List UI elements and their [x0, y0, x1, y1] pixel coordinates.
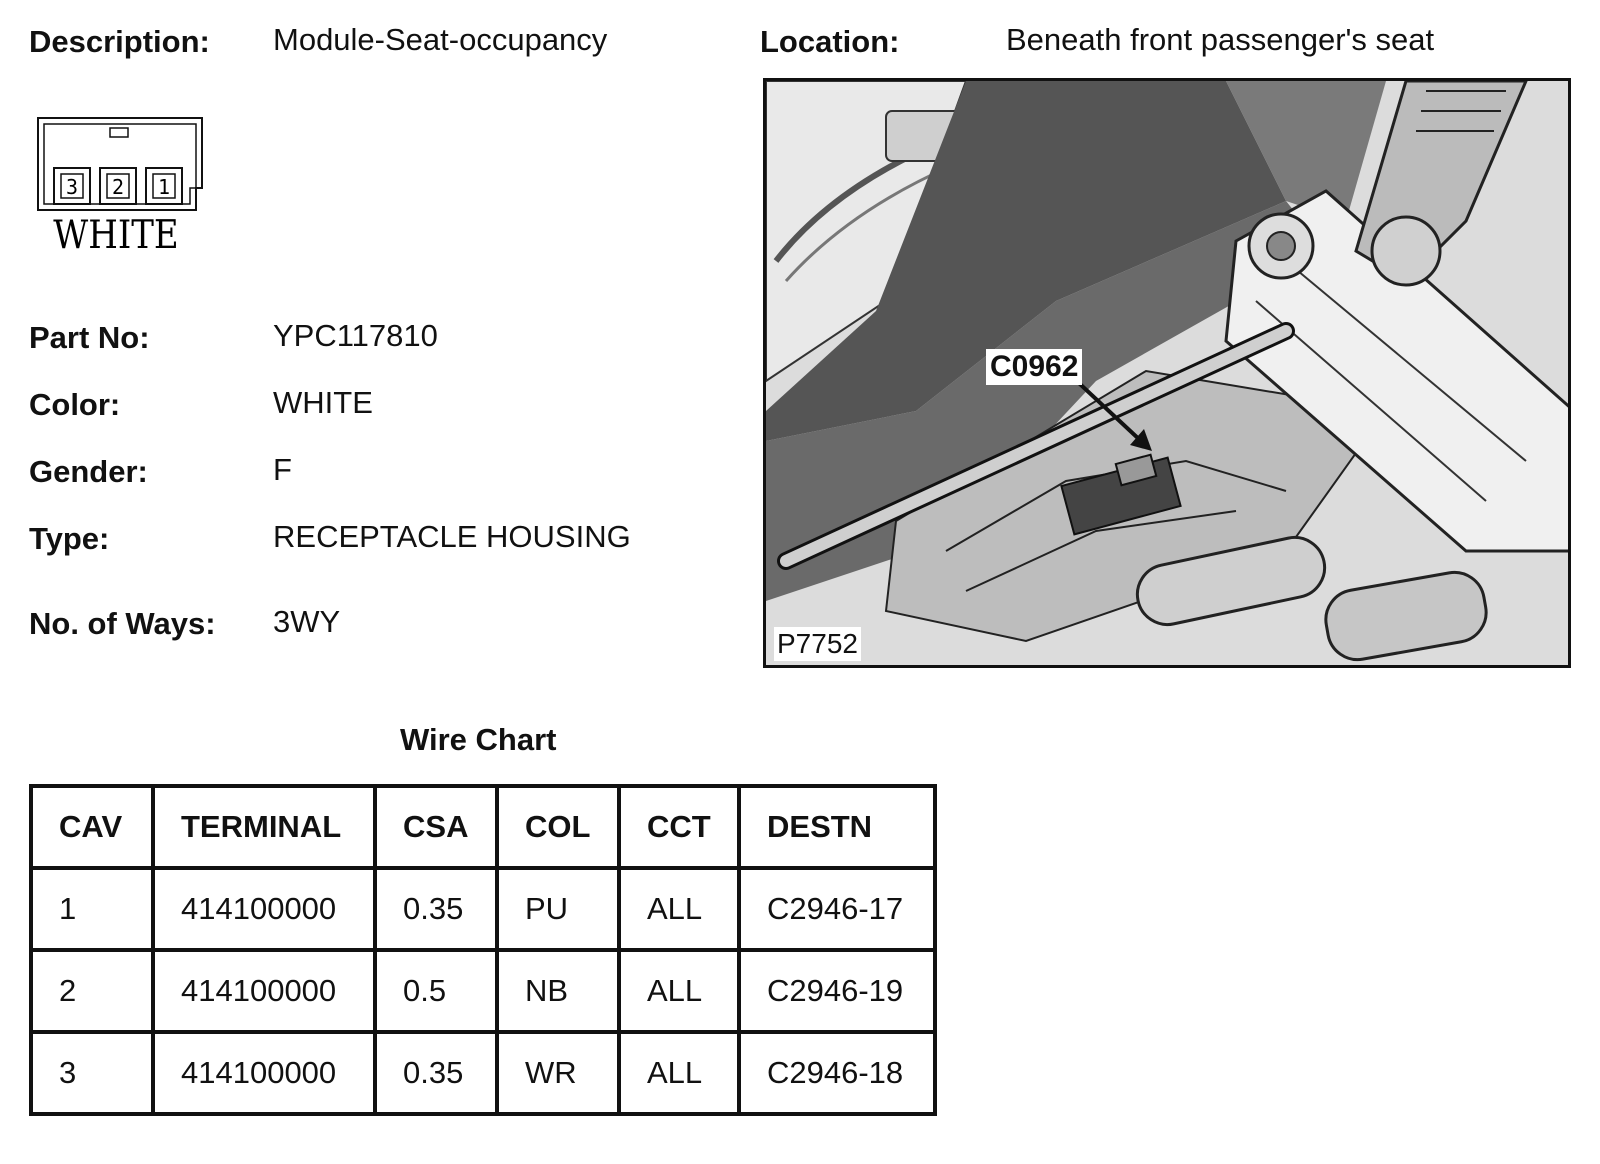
header-destn: DESTN — [739, 786, 935, 868]
cell-terminal: 414100000 — [153, 950, 375, 1032]
header-terminal: TERMINAL — [153, 786, 375, 868]
pin-label: 2 — [111, 175, 125, 199]
cell-cav: 2 — [31, 950, 153, 1032]
header-cct: CCT — [619, 786, 739, 868]
cell-cct: ALL — [619, 950, 739, 1032]
header-cav: CAV — [31, 786, 153, 868]
ways-label: No. of Ways: — [29, 606, 216, 641]
cell-csa: 0.35 — [375, 868, 497, 950]
location-label: Location: — [760, 24, 900, 59]
table-row — [31, 868, 935, 950]
connector-color-text: WHITE — [53, 211, 179, 256]
header-csa: CSA — [375, 786, 497, 868]
cell-csa: 0.35 — [375, 1032, 497, 1114]
cell-col: WR — [497, 1032, 619, 1114]
description-value: Module-Seat-occupancy — [273, 22, 608, 57]
wire-chart-title: Wire Chart — [400, 722, 557, 757]
type-value: RECEPTACLE HOUSING — [273, 519, 631, 554]
figure-id: P7752 — [774, 627, 861, 661]
location-value: Beneath front passenger's seat — [1006, 22, 1435, 57]
gender-value: F — [273, 452, 292, 487]
description-label: Description: — [29, 24, 210, 59]
wire-chart-table — [29, 784, 937, 1116]
header-col: COL — [497, 786, 619, 868]
table-header-row — [31, 786, 935, 868]
color-label: Color: — [29, 387, 121, 422]
cell-csa: 0.5 — [375, 950, 497, 1032]
pin-label: 1 — [157, 175, 171, 199]
cell-col: PU — [497, 868, 619, 950]
table-row — [31, 1032, 935, 1114]
cell-terminal: 414100000 — [153, 868, 375, 950]
connector-face-icon — [36, 116, 204, 256]
table-row — [31, 950, 935, 1032]
connector-callout-label: C0962 — [986, 349, 1082, 385]
cell-destn: C2946-17 — [739, 868, 935, 950]
cell-destn: C2946-18 — [739, 1032, 935, 1114]
part-no-value: YPC117810 — [273, 318, 438, 353]
cell-cct: ALL — [619, 868, 739, 950]
cell-col: NB — [497, 950, 619, 1032]
part-no-label: Part No: — [29, 320, 150, 355]
cell-cav: 1 — [31, 868, 153, 950]
location-photo — [763, 78, 1571, 668]
cell-cav: 3 — [31, 1032, 153, 1114]
ways-value: 3WY — [273, 604, 341, 639]
cell-cct: ALL — [619, 1032, 739, 1114]
pin-label: 3 — [65, 175, 79, 199]
cell-terminal: 414100000 — [153, 1032, 375, 1114]
cell-destn: C2946-19 — [739, 950, 935, 1032]
color-value: WHITE — [273, 385, 373, 420]
type-label: Type: — [29, 521, 110, 556]
gender-label: Gender: — [29, 454, 148, 489]
